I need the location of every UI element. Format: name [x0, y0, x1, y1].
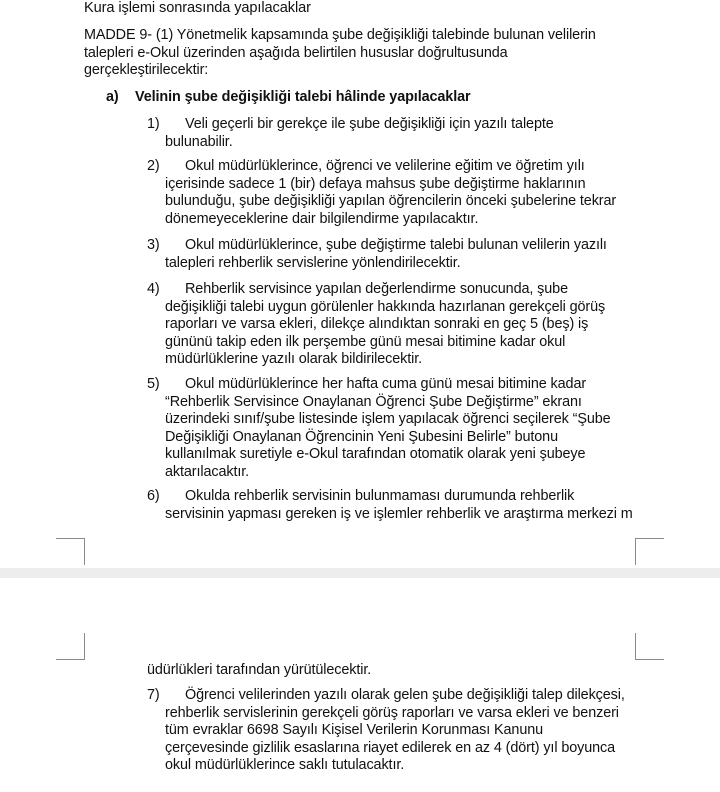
list-item-number: 6) [147, 488, 160, 504]
list-item-text: Veli geçerli bir gerekçe ile şube değişikliği için yazılı talepte bulunabilir. [165, 116, 554, 150]
subsection-title: Velinin şube değişikliği talebi hâlinde yapılacaklar [135, 89, 471, 105]
list-item-number: 2) [147, 158, 160, 174]
continuation-text: üdürlükleri tarafından yürütülecektir. [147, 662, 372, 678]
list-item-number: 4) [147, 281, 160, 297]
margin-corner-mark [635, 633, 664, 660]
margin-corner-mark [56, 633, 85, 660]
section-heading: Kura işlemi sonrasında yapılacaklar [84, 0, 311, 16]
list-item-number: 5) [147, 376, 160, 392]
list-item-number: 7) [147, 687, 160, 703]
list-item-text: Öğrenci velilerinden yazılı olarak gelen şube değişikliği talep dilekçesi, rehberlik servislerinin gerekçeli görüş raporları ve varsa ekleri ve benzeri tüm evraklar 6698 Sayılı Kişisel Verilerin Korunması Kanunu çerçevesinde gizlilik esaslarına riayet edilerek en az 4 (dört) yıl boyunca okul müdürlüklerince saklı tutulacaktır. [165, 687, 625, 774]
article-intro: MADDE 9- (1) Yönetmelik kapsamında şube değişikliği talebinde bulunan velilerin talepleri e-Okul üzerinden aşağıda belirtilen hususlar doğrultusunda gerçekleştirilecektir: [84, 27, 596, 79]
subsection-label: a) [106, 89, 119, 105]
margin-corner-mark [56, 538, 85, 565]
list-item-text: Okul müdürlüklerince, şube değiştirme talebi bulunan velilerin yazılı talepleri rehberlik servislerine yönlendirilecektir. [165, 237, 607, 271]
list-item-text: Rehberlik servisince yapılan değerlendirme sonucunda, şube değişikliği talebi uygun görülenler hakkında hazırlanan gerekçeli görüş raporları ve varsa ekleri, dilekçe alındıktan sonraki en geç 5 (beş) iş gününü takip eden ilk perşembe günü mesai bitimine kadar okul müdürlüklerine yazılı olarak bildirilecektir. [165, 281, 606, 368]
list-item-number: 1) [147, 116, 160, 132]
list-item-text: Okul müdürlüklerince, öğrenci ve velilerine eğitim ve öğretim yılı içerisinde sadece 1 (bir) defaya mahsus şube değiştirme haklarının bulunduğu, şube değişikliği yapılan öğrencilerin önceki şubelerine tekrar dönemeyeceklerine dair bilgilendirme yapılacaktır. [165, 158, 617, 227]
margin-corner-mark [635, 538, 664, 565]
list-item-number: 3) [147, 237, 160, 253]
page-separator [0, 568, 720, 578]
list-item-text: Okul müdürlüklerince her hafta cuma günü mesai bitimine kadar “Rehberlik Servisince Onaylanan Öğrenci Şube Değiştirme” ekranı üzerindeki sınıf/şube listesinde işlem yapılacak öğrenci seçilerek “Şube Değişikliği Onaylanan Öğrencinin Yeni Şubesini Belirle” butonu kullanılmak suretiyle e-Okul tarafından otomatik olarak yeni şubeye aktarılacaktır. [165, 376, 611, 480]
list-item-text: Okulda rehberlik servisinin bulunmaması durumunda rehberlik servisinin yapması gereken iş ve işlemler rehberlik ve araştırma merkezi m [165, 488, 633, 522]
